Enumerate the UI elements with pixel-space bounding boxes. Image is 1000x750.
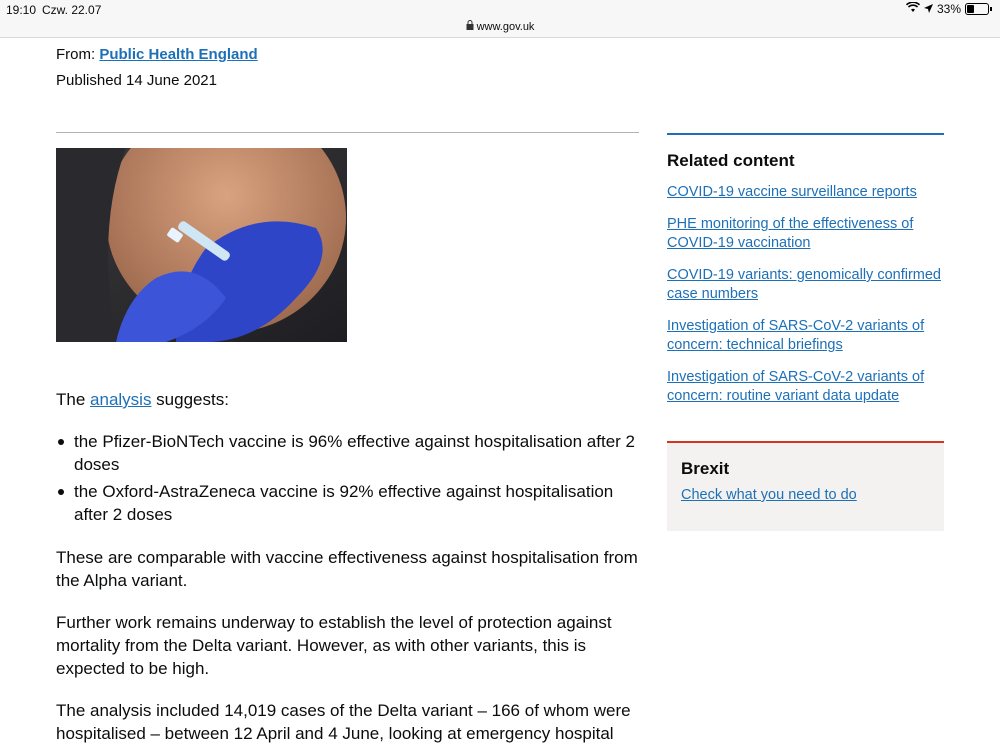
intro-text-after: suggests:	[151, 390, 229, 409]
from-line	[56, 46, 258, 63]
list-item: the Pfizer-BioNTech vaccine is 96% effective against hospitalisation after 2 doses	[56, 430, 646, 476]
related-link[interactable]: Investigation of SARS-CoV-2 variants of concern: technical briefings	[667, 318, 925, 353]
from-label: From:	[56, 46, 96, 63]
status-date: Czw. 22.07	[42, 3, 102, 17]
related-link[interactable]: PHE monitoring of the effectiveness of COVID-19 vaccination	[667, 216, 914, 251]
wifi-icon	[906, 2, 920, 16]
brexit-title: Brexit	[681, 459, 730, 478]
analysis-link[interactable]: analysis	[90, 390, 152, 409]
divider	[56, 132, 639, 133]
status-time: 19:10	[6, 3, 37, 17]
paragraph: The analysis included 14,019 cases of the Delta variant – 166 of whom were hospitalised – between 12 April and 4 June, looking at emergency hospital	[56, 701, 631, 743]
battery-tip	[990, 7, 992, 11]
brexit-box	[667, 441, 944, 531]
status-right	[906, 2, 992, 16]
intro-paragraph	[56, 388, 646, 411]
related-link[interactable]: COVID-19 variants: genomically confirmed case numbers	[667, 267, 941, 302]
related-link[interactable]: COVID-19 vaccine surveillance reports	[667, 184, 917, 200]
paragraph: Further work remains underway to establish the level of protection against mortality from the Delta variant. However, as with other variants, this is expected to be high.	[56, 613, 612, 678]
related-link[interactable]: Investigation of SARS-CoV-2 variants of concern: routine variant data update	[667, 369, 925, 404]
location-arrow-icon	[924, 2, 933, 16]
status-bar	[0, 0, 1000, 20]
paragraph: These are comparable with vaccine effectiveness against hospitalisation from the Alpha variant.	[56, 548, 638, 590]
battery-icon	[965, 3, 989, 15]
address-bar[interactable]	[0, 20, 1000, 38]
vaccination-photo	[56, 148, 347, 342]
from-org-link[interactable]: Public Health England	[99, 46, 258, 63]
related-content	[667, 133, 944, 419]
related-content-title: Related content	[667, 151, 795, 170]
battery-percent: 33%	[936, 2, 961, 16]
address-url: www.gov.uk	[476, 21, 535, 33]
brexit-link[interactable]: Check what you need to do	[681, 487, 857, 503]
list-item: the Oxford-AstraZeneca vaccine is 92% effective against hospitalisation after 2 doses	[56, 480, 646, 526]
lock-icon	[466, 20, 474, 33]
published-date: Published 14 June 2021	[56, 72, 217, 89]
intro-text-before: The	[56, 390, 91, 409]
effectiveness-list	[56, 430, 646, 530]
